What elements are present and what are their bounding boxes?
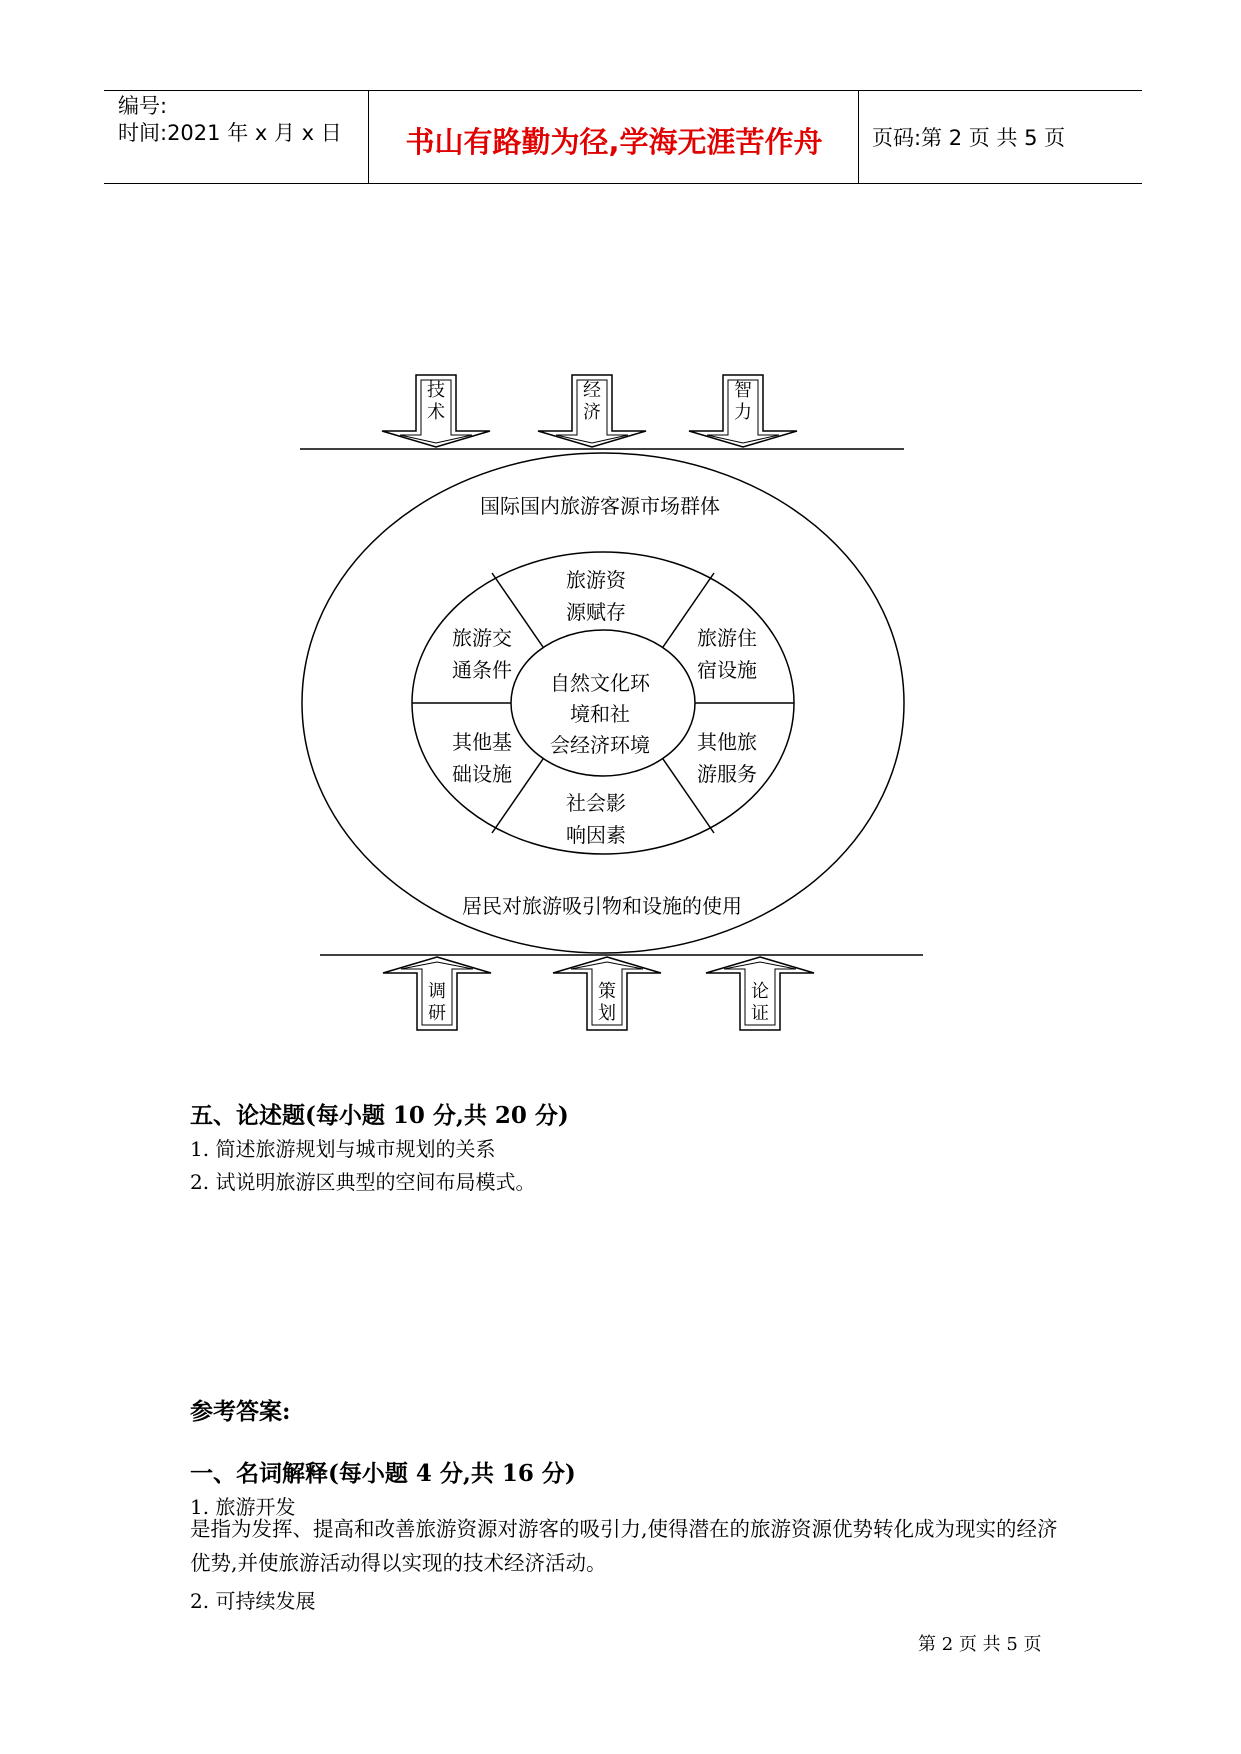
center-line2: 境和社	[570, 702, 630, 726]
header-time-label: 时间:2021 年 x 月 x 日	[118, 121, 342, 145]
arrow-label-economy: 经济	[583, 380, 601, 423]
section-five-title: 五、论述题(每小题 10 分,共 20 分)	[190, 1102, 569, 1129]
segment-upper-left-line1: 旅游交	[452, 626, 512, 650]
segment-upper-right-line2: 宿设施	[697, 658, 757, 682]
arrow-label-intellect: 智力	[734, 380, 752, 423]
segment-lower-left-line2: 础设施	[452, 762, 512, 786]
header-page-label: 页码:第 2 页 共 5 页	[872, 126, 1066, 150]
segment-upper-right-line1: 旅游住	[697, 626, 757, 650]
center-line1: 自然文化环	[550, 671, 650, 695]
segment-lower-right-line2: 游服务	[697, 762, 757, 786]
section-five-item-2: 2. 试说明旅游区典型的空间布局模式。	[190, 1170, 536, 1194]
segment-bottom-line1: 社会影	[566, 791, 626, 815]
segment-top-line2: 源赋存	[566, 600, 626, 624]
segment-lower-left-line1: 其他基	[452, 730, 512, 754]
outer-bottom-label: 居民对旅游吸引物和设施的使用	[462, 894, 742, 918]
header-number-label: 编号:	[118, 94, 168, 118]
answer-q1-term: 1. 旅游开发	[190, 1495, 296, 1519]
center-line3: 会经济环境	[550, 733, 650, 757]
arrow-label-planning: 策划	[598, 981, 616, 1024]
arrow-label-research: 调研	[428, 981, 446, 1024]
segment-top-line1: 旅游资	[566, 568, 626, 592]
answer-q2-term: 2. 可持续发展	[190, 1589, 316, 1613]
arrow-label-argument: 论证	[751, 981, 769, 1024]
section-five-item-1: 1. 简述旅游规划与城市规划的关系	[190, 1137, 496, 1161]
page-footer: 第 2 页 共 5 页	[918, 1634, 1042, 1655]
header-motto: 书山有路勤为径,学海无涯苦作舟	[405, 125, 823, 159]
outer-top-label: 国际国内旅游客源市场群体	[480, 494, 720, 518]
segment-lower-right-line1: 其他旅	[697, 730, 757, 754]
answer-q1-definition: 是指为发挥、提高和改善旅游资源对游客的吸引力,使得潜在的旅游资源优势转化成为现实的经济优势,并使旅游活动得以实现的技术经济活动。	[190, 1517, 1058, 1575]
answers-section-one-title: 一、名词解释(每小题 4 分,共 16 分)	[190, 1460, 576, 1487]
answers-title: 参考答案:	[190, 1398, 291, 1425]
arrow-label-tech: 技术	[427, 380, 445, 423]
segment-bottom-line2: 响因素	[566, 823, 626, 847]
segment-upper-left-line2: 通条件	[452, 658, 512, 682]
